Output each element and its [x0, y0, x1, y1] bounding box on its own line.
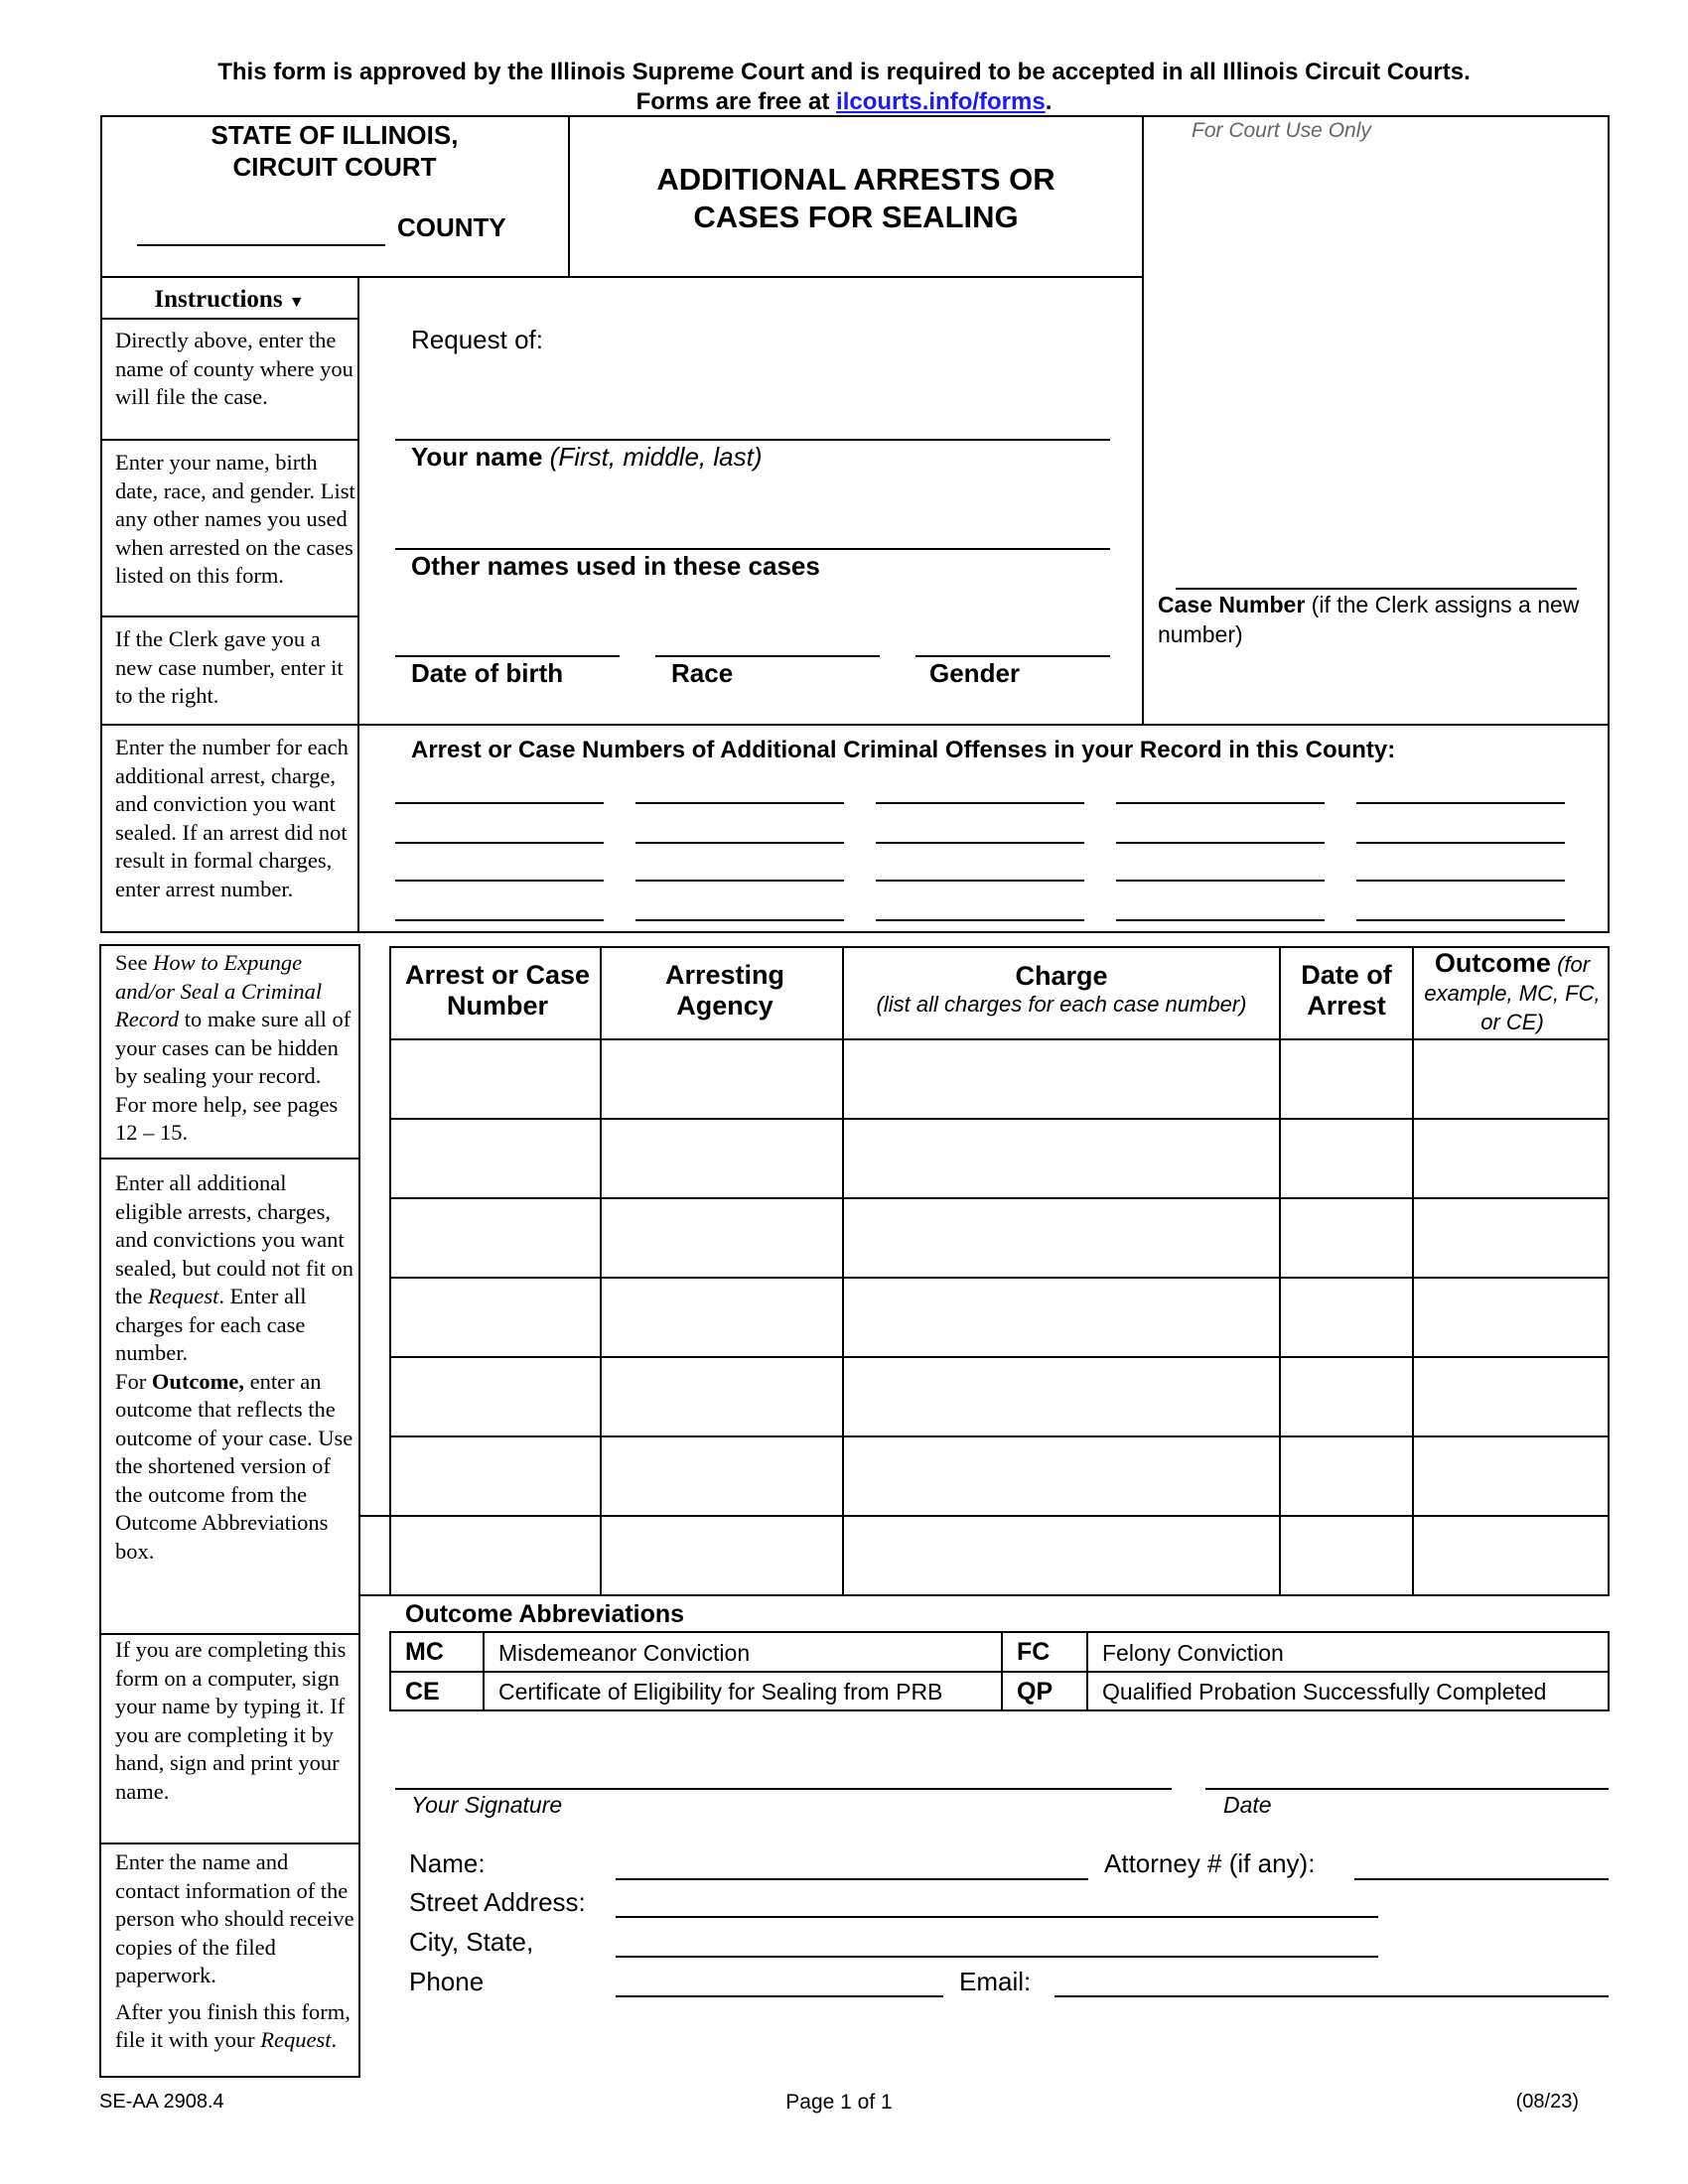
- your-name-label: [411, 442, 762, 473]
- table-row-line: [389, 1197, 1610, 1199]
- arrest-number-field[interactable]: [1116, 802, 1325, 804]
- outcome-prefix: For: [115, 1368, 152, 1394]
- request-of-label: Request of:: [411, 325, 543, 354]
- table-col-line: [389, 946, 391, 1595]
- right-border: [1608, 115, 1610, 933]
- name-label: Name:: [409, 1848, 486, 1878]
- instr-case-number: If the Clerk gave you a new case number, enter it to the right.: [115, 626, 344, 708]
- instructions-heading: [101, 286, 357, 314]
- abbr-col: [1086, 1631, 1088, 1710]
- col-header-agency: Arresting Agency: [664, 960, 785, 1021]
- request-name-line[interactable]: [395, 439, 1110, 441]
- file-text-1: After you finish this form, file it with your: [115, 1998, 351, 2052]
- forms-free-text: Forms are free at: [635, 88, 837, 115]
- instr-name: Enter your name, birth date, race, and gender. List any other names you used when arrested on the cases listed on this form.: [115, 450, 355, 588]
- outcome-header-text: Outcome: [1434, 948, 1551, 978]
- other-names-label: Other names used in these cases: [411, 551, 820, 581]
- instructions-heading-text: Instructions: [154, 286, 283, 313]
- abbr-code-fc: FC: [1017, 1638, 1051, 1666]
- abbr-col: [1608, 1631, 1610, 1710]
- col-header-charge: [844, 960, 1279, 1018]
- abbr-text-fc: Felony Conviction: [1102, 1640, 1284, 1666]
- form-title-line1: ADDITIONAL ARRESTS OR: [656, 162, 1055, 197]
- lower-instr-bottom: [99, 2076, 359, 2078]
- table-row-line: [389, 1435, 1610, 1437]
- arrest-number-field[interactable]: [1356, 802, 1565, 804]
- outcome-bold: Outcome,: [151, 1368, 244, 1394]
- arrest-number-field[interactable]: [635, 880, 844, 882]
- instr-sep-2: [100, 439, 357, 441]
- name-field[interactable]: [616, 1878, 1088, 1880]
- table-col-line: [842, 946, 844, 1595]
- col-header-date: Date of Arrest: [1301, 960, 1392, 1021]
- arrest-number-field[interactable]: [1356, 919, 1565, 921]
- court-use-label: For Court Use Only: [1192, 119, 1371, 142]
- city-label: City, State,: [409, 1927, 534, 1957]
- race-label: Race: [671, 658, 734, 688]
- section-sep: [100, 724, 1610, 726]
- lower-instr-sep-2: [99, 1633, 359, 1635]
- street-label: Street Address:: [409, 1887, 586, 1917]
- arrest-number-field[interactable]: [1356, 880, 1565, 882]
- abbr-text-mc: Misdemeanor Conviction: [498, 1640, 751, 1666]
- form-title: [570, 161, 1142, 236]
- see-suffix: to make sure all of your cases can be hidden by sealing your record. For more help, see pages 12 – 15.: [115, 1007, 352, 1145]
- instr-see-guide: [115, 949, 355, 1148]
- table-col-line: [600, 946, 602, 1595]
- table-row-line: [389, 1118, 1610, 1120]
- left-border: [100, 115, 102, 933]
- court-label: CIRCUIT COURT: [232, 152, 437, 182]
- col-header-outcome: [1420, 949, 1605, 1036]
- table-col-line: [1608, 946, 1610, 1595]
- gender-line[interactable]: [915, 655, 1110, 657]
- abbr-code-qp: QP: [1017, 1678, 1054, 1706]
- table-row-line: [389, 1515, 1610, 1517]
- forms-free-suffix: .: [1045, 88, 1053, 115]
- abbr-code-ce: CE: [405, 1678, 440, 1706]
- abbr-col: [483, 1631, 485, 1710]
- court-header: [103, 119, 566, 183]
- lower-instr-sep-3: [99, 1843, 359, 1844]
- date-label: Date: [1223, 1792, 1272, 1818]
- street-field[interactable]: [616, 1916, 1378, 1918]
- outcome-instr-text: enter an outcome that reflects the outcome of your case. Use the shortened version of the outcome from the Outcome Abbreviations box.: [115, 1368, 353, 1564]
- contact-text: Enter the name and contact information of the person who should receive copies of the filed paperwork.: [115, 1849, 354, 1987]
- file-request: Request: [260, 2027, 332, 2052]
- case-number-label: [1158, 590, 1595, 649]
- arrest-number-field[interactable]: [1116, 842, 1325, 844]
- approval-notice-line1: This form is approved by the Illinois Supreme Court and is required to be accepted in all Illinois Circuit Courts.: [217, 59, 1471, 85]
- instr-sign: If you are completing this form on a computer, sign your name by typing it. If you are completing it by hand, sign and print your name.: [115, 1637, 347, 1804]
- charge-header-text: Charge: [1015, 961, 1108, 991]
- page-number: Page 1 of 1: [785, 2091, 893, 2114]
- county-input-line[interactable]: [137, 244, 385, 246]
- dob-label: Date of birth: [411, 658, 564, 688]
- signature-line[interactable]: [395, 1788, 1172, 1790]
- arrest-number-field[interactable]: [876, 842, 1084, 844]
- enter-all-text: Enter all additional eligible arrests, charges, and convictions you want sealed, but could not fit on the: [115, 1170, 353, 1308]
- arrest-box-bottom: [100, 931, 1610, 933]
- table-col-line: [1279, 946, 1281, 1595]
- arrest-number-field[interactable]: [395, 842, 604, 844]
- arrest-number-field[interactable]: [395, 802, 604, 804]
- other-names-line[interactable]: [395, 548, 1110, 550]
- enter-all-text-2: . Enter all charges for each case number.: [115, 1284, 307, 1365]
- abbr-line: [389, 1631, 1610, 1633]
- phone-field[interactable]: [616, 1995, 943, 1997]
- abbr-col: [389, 1631, 391, 1710]
- table-col-line: [1412, 946, 1414, 1595]
- instructions-divider: [357, 276, 359, 933]
- city-field[interactable]: [616, 1956, 1378, 1958]
- file-text-2: .: [331, 2027, 338, 2052]
- race-line[interactable]: [655, 655, 880, 657]
- arrest-number-field[interactable]: [1116, 919, 1325, 921]
- form-title-line2: CASES FOR SEALING: [693, 200, 1019, 234]
- your-name-hint: (First, middle, last): [549, 442, 763, 472]
- attorney-label: Attorney # (if any):: [1104, 1848, 1316, 1878]
- abbr-line: [389, 1671, 1610, 1673]
- arrest-number-field[interactable]: [635, 919, 844, 921]
- header-bottom-border: [100, 276, 1143, 278]
- instr-arrest-numbers: Enter the number for each additional arrest, charge, and conviction you want sealed. If an arrest did not result in formal charges, enter arrest number.: [115, 735, 349, 901]
- abbr-col: [1001, 1631, 1003, 1710]
- guide-title: How to Expunge and/or Seal a Criminal Record: [115, 950, 323, 1031]
- lower-instr-top: [99, 944, 359, 946]
- email-field[interactable]: [1055, 1995, 1609, 1997]
- col-header-case-number: Arrest or Case Number: [404, 960, 591, 1021]
- arrest-numbers-heading: Arrest or Case Numbers of Additional Criminal Offenses in your Record in this County:: [411, 737, 1396, 763]
- signature-label: Your Signature: [411, 1792, 563, 1818]
- abbreviations-heading: Outcome Abbreviations: [405, 1600, 685, 1628]
- form-id: SE-AA 2908.4: [99, 2091, 224, 2113]
- instr-contact: [115, 1848, 355, 2055]
- approval-notice: [0, 58, 1688, 117]
- arrest-number-field[interactable]: [635, 842, 844, 844]
- outcome-header-hint: (for example, MC, FC, or CE): [1424, 952, 1601, 1034]
- arrest-number-field[interactable]: [635, 802, 844, 804]
- abbr-code-mc: MC: [405, 1638, 444, 1666]
- arrest-number-field[interactable]: [1116, 880, 1325, 882]
- phone-label: Phone: [409, 1967, 485, 1996]
- case-number-text: Case Number: [1158, 592, 1306, 617]
- arrest-number-field[interactable]: [876, 919, 1084, 921]
- charge-header-hint: (list all charges for each case number): [876, 992, 1247, 1017]
- header-top-border: [100, 115, 1610, 117]
- see-prefix: See: [115, 950, 154, 975]
- date-line[interactable]: [1205, 1788, 1609, 1790]
- your-name-text: Your name: [411, 442, 543, 472]
- lower-instr-sep-1: [99, 1158, 359, 1160]
- arrest-number-field[interactable]: [1356, 842, 1565, 844]
- instr-sep-1: [100, 318, 357, 320]
- state-label: STATE OF ILLINOIS,: [211, 120, 459, 150]
- instr-enter-all: [115, 1169, 355, 1566]
- table-row-line: [389, 1277, 1610, 1279]
- abbr-text-ce: Certificate of Eligibility for Sealing from PRB: [498, 1679, 943, 1705]
- email-label: Email:: [959, 1967, 1032, 1996]
- table-header-bottom: [389, 1038, 1610, 1040]
- file-text: [115, 1998, 355, 2055]
- instr-county: Directly above, enter the name of county where you will file the case.: [115, 328, 353, 409]
- dob-line[interactable]: [395, 655, 620, 657]
- arrest-number-field[interactable]: [876, 802, 1084, 804]
- abbr-line: [389, 1709, 1610, 1711]
- forms-link[interactable]: ilcourts.info/forms: [836, 88, 1046, 115]
- county-label: COUNTY: [397, 212, 506, 242]
- attorney-field[interactable]: [1354, 1878, 1609, 1880]
- table-row-line: [389, 1356, 1610, 1358]
- court-use-divider: [1142, 115, 1144, 725]
- case-number-hint: (if the Clerk assigns a new number): [1158, 592, 1580, 647]
- approval-notice-line2: [0, 87, 1688, 117]
- arrest-number-field[interactable]: [395, 880, 604, 882]
- table-top: [389, 946, 1610, 948]
- enter-all-request: Request: [148, 1284, 219, 1308]
- triangle-down-icon: ▼: [288, 294, 305, 311]
- arrest-number-field[interactable]: [395, 919, 604, 921]
- table-stub: [359, 1515, 389, 1517]
- arrest-number-field[interactable]: [876, 880, 1084, 882]
- revision-date: (08/23): [1515, 2091, 1579, 2113]
- instr-sep-3: [100, 615, 357, 617]
- lower-instr-left: [99, 944, 101, 2078]
- abbr-text-qp: Qualified Probation Successfully Completed: [1102, 1679, 1547, 1705]
- gender-label: Gender: [929, 658, 1021, 688]
- lower-instr-right: [358, 944, 360, 2078]
- table-bottom: [359, 1594, 1610, 1596]
